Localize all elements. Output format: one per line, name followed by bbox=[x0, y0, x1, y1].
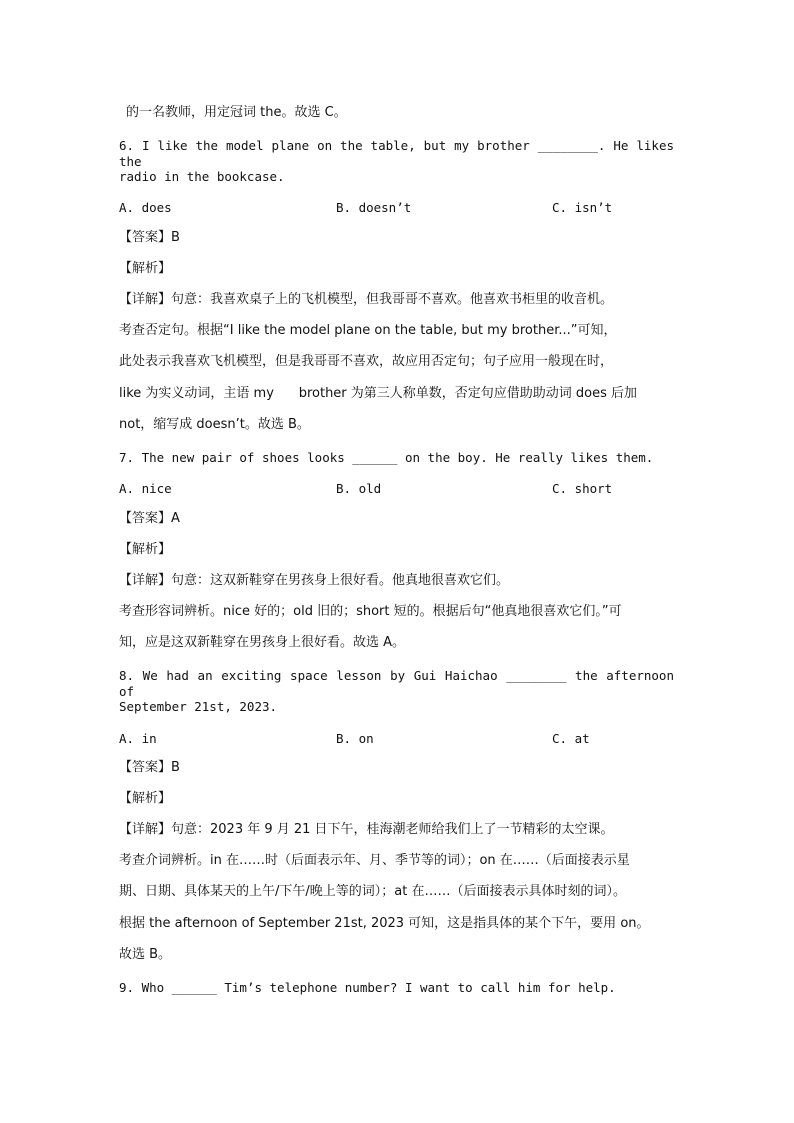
question-8-explanation: 期、日期、具体某天的上午/下午/晚上等的词）；at 在……（后面接表示具体时刻的词）。 bbox=[119, 884, 626, 899]
question-6-detail: 【详解】句意：我喜欢桌子上的飞机模型，但我哥哥不喜欢。他喜欢书柜里的收音机。 bbox=[119, 292, 614, 307]
question-6-analysis-heading: 【解析】 bbox=[119, 261, 172, 276]
question-6-explanation: 考查否定句。根据“I like the model plane on the table, but my brother...”可知， bbox=[119, 323, 617, 338]
question-6-option-b: B. doesn’t bbox=[336, 200, 412, 215]
question-8-option-a: A. in bbox=[119, 731, 157, 746]
question-8-explanation: 根据 the afternoon of September 21st, 2023 可知，这是指具体的某个下午，要用 on。 bbox=[119, 916, 650, 931]
question-8-stem: 8. We had an exciting space lesson by Gui Haichao ________ the afternoon of bbox=[119, 668, 674, 699]
question-6-stem-continued: radio in the bookcase. bbox=[119, 169, 285, 184]
question-7-analysis-heading: 【解析】 bbox=[119, 542, 172, 557]
question-8-explanation: 考查介词辨析。in 在……时（后面表示年、月、季节等的词）；on 在……（后面接表示星 bbox=[119, 853, 630, 868]
question-8-option-b: B. on bbox=[336, 731, 374, 746]
question-8-explanation: 故选 B。 bbox=[119, 947, 172, 962]
question-6-stem: 6. I like the model plane on the table, but my brother ________. He likes the bbox=[119, 138, 674, 169]
question-7-option-b: B. old bbox=[336, 481, 382, 496]
question-7-option-a: A. nice bbox=[119, 481, 172, 496]
question-8-option-c: C. at bbox=[552, 731, 590, 746]
question-8-answer: 【答案】B bbox=[119, 760, 180, 775]
question-7-answer: 【答案】A bbox=[119, 511, 180, 526]
question-7-stem: 7. The new pair of shoes looks ______ on the boy. He really likes them. bbox=[119, 450, 654, 465]
question-8-stem-continued: September 21st, 2023. bbox=[119, 699, 278, 714]
question-6-explanation: like 为实义动词，主语 my brother 为第三人称单数，否定句应借助助动词 does 后加 bbox=[119, 386, 638, 401]
question-6-explanation: 此处表示我喜欢飞机模型，但是我哥哥不喜欢，故应用否定句；句子应用一般现在时， bbox=[119, 354, 614, 369]
question-7-explanation: 知，应是这双新鞋穿在男孩身上很好看。故选 A。 bbox=[119, 635, 406, 650]
question-6-answer: 【答案】B bbox=[119, 230, 180, 245]
text-line: 的一名教师，用定冠词 the。故选 C。 bbox=[126, 105, 347, 120]
question-7-option-c: C. short bbox=[552, 481, 613, 496]
question-6-option-a: A. does bbox=[119, 200, 172, 215]
question-8-analysis-heading: 【解析】 bbox=[119, 791, 172, 806]
question-7-detail: 【详解】句意：这双新鞋穿在男孩身上很好看。他真地很喜欢它们。 bbox=[119, 573, 510, 588]
question-7-explanation: 考查形容词辨析。nice 好的；old 旧的；short 短的。根据后句“他真地很喜欢它们。”可 bbox=[119, 604, 622, 619]
question-9-stem: 9. Who ______ Tim’s telephone number? I want to call him for help. bbox=[119, 980, 616, 995]
question-6-option-c: C. isn’t bbox=[552, 200, 613, 215]
question-8-detail: 【详解】句意：2023 年 9 月 21 日下午，桂海潮老师给我们上了一节精彩的太空课。 bbox=[119, 822, 614, 837]
question-6-explanation: not，缩写成 doesn’t。故选 B。 bbox=[119, 417, 310, 432]
